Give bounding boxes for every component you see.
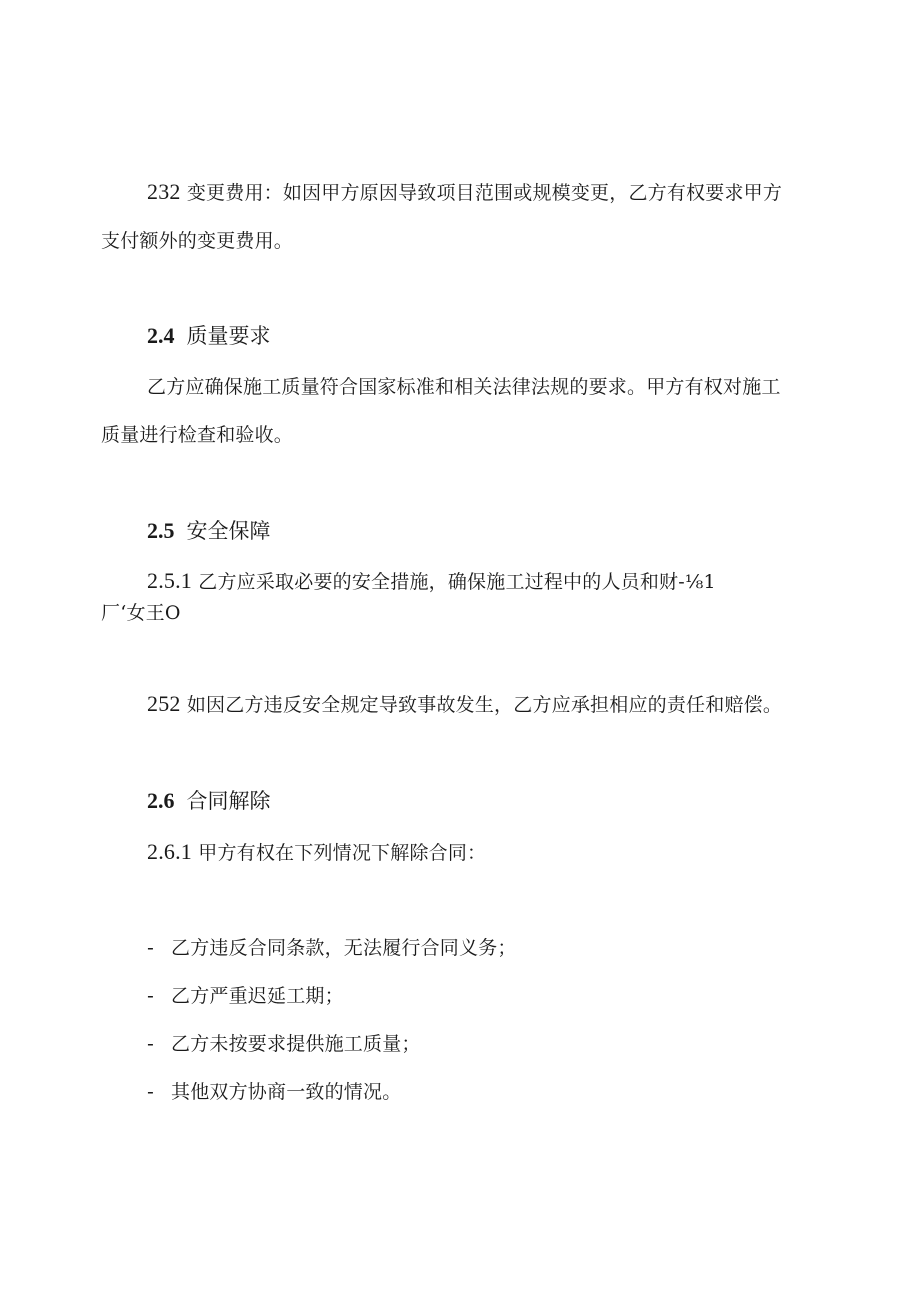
list-item (147, 1032, 421, 1056)
section-number-24: 2.4 (147, 323, 175, 348)
section-number-26: 2.6 (147, 788, 175, 813)
paragraph-24-line1: 乙方应确保施工质量符合国家标准和相关法律法规的要求。甲方有权对施工 (147, 376, 781, 398)
list-dash-icon: - (147, 985, 155, 1007)
list-item (147, 984, 344, 1008)
clause-text-252-a: 如因乙方违反安全规定导致事故发生，乙方应承担相应的责任和赔偿。 (186, 694, 783, 716)
paragraph-251-line1 (147, 569, 716, 594)
list-dash-icon: - (147, 1081, 155, 1103)
paragraph-24-line2: 质量进行检查和验收。 (101, 424, 294, 446)
list-item-text: 乙方未按要求提供施工质量； (171, 1033, 421, 1055)
paragraph-232-line1 (147, 180, 782, 205)
clause-text-261-a: 甲方有权在下列情况下解除合同： (198, 842, 487, 864)
clause-number-232: 232 (147, 179, 181, 204)
clause-number-251: 2.5.1 (147, 568, 192, 593)
section-title-26: 合同解除 (186, 789, 271, 813)
list-item-text: 乙方违反合同条款，无法履行合同义务； (171, 937, 517, 959)
list-item-text: 其他双方协商一致的情况。 (171, 1081, 402, 1103)
section-heading-25 (147, 518, 271, 544)
paragraph-252-line1 (147, 692, 782, 717)
section-title-25: 安全保障 (186, 519, 271, 543)
section-heading-24 (147, 323, 271, 349)
section-number-25: 2.5 (147, 518, 175, 543)
list-item (147, 1080, 401, 1104)
clause-text-232-a: 变更费用：如因甲方原因导致项目范围或规模变更，乙方有权要求甲方 (186, 182, 783, 204)
section-heading-26 (147, 788, 271, 814)
list-dash-icon: - (147, 1033, 155, 1055)
paragraph-232-line2: 支付额外的变更费用。 (101, 230, 294, 252)
list-item-text: 乙方严重迟延工期； (171, 985, 344, 1007)
clause-text-251-a: 乙方应采取必要的安全措施，确保施工过程中的人员和财-⅛1 (198, 571, 716, 593)
paragraph-261-line1 (147, 840, 486, 865)
list-item (147, 936, 517, 960)
section-title-24: 质量要求 (186, 324, 271, 348)
clause-number-261: 2.6.1 (147, 839, 192, 864)
list-dash-icon: - (147, 937, 155, 959)
paragraph-251-line2: 厂‘女王O (101, 602, 181, 624)
clause-number-252: 252 (147, 691, 181, 716)
